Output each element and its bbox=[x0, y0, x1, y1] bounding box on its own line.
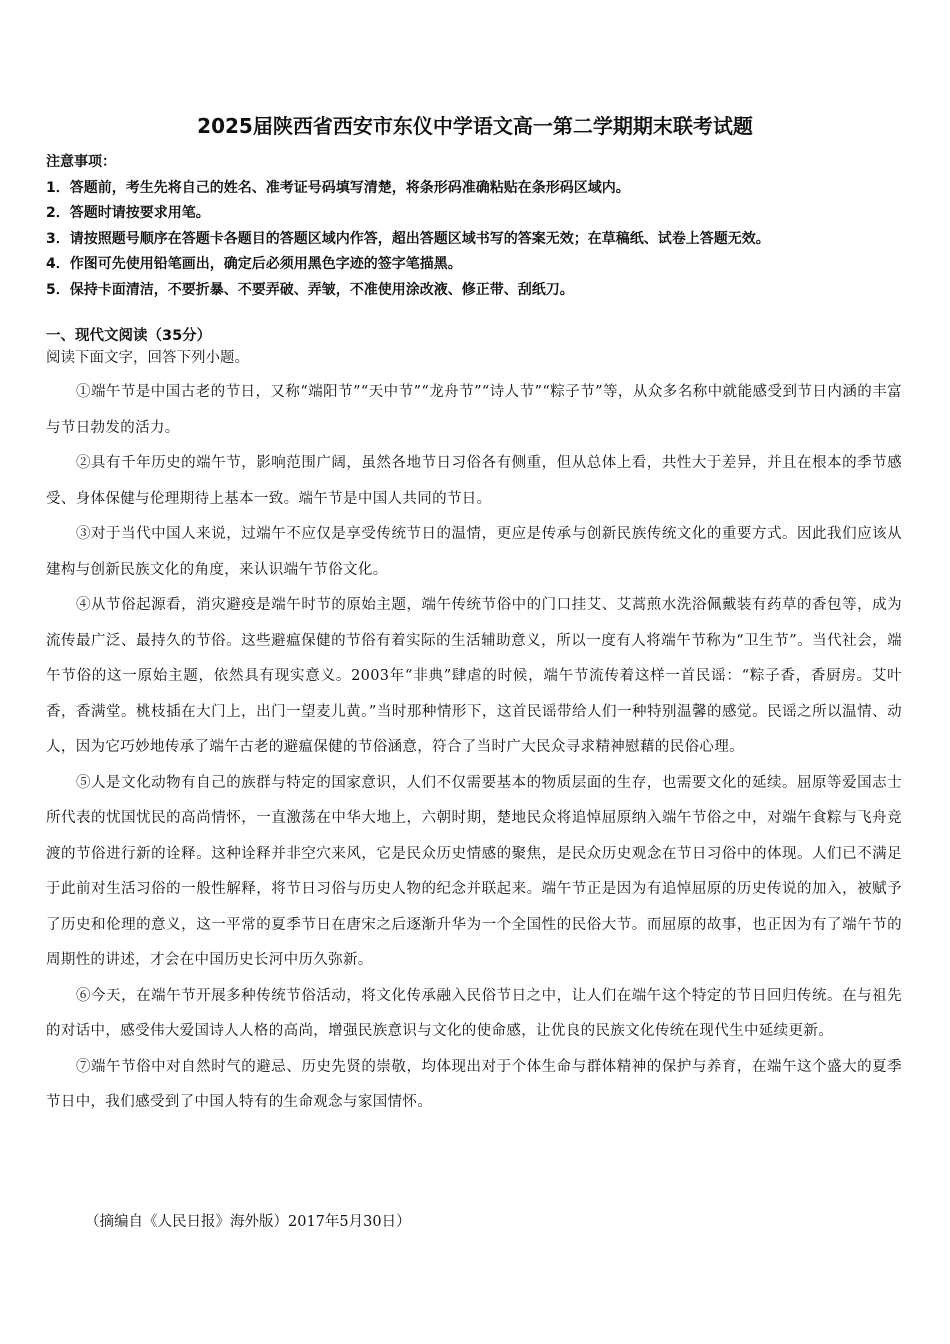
section-heading: 一、现代文阅读（35分） bbox=[46, 328, 212, 344]
passage-paragraph: ②具有千年历史的端午节，影响范围广阔，虽然各地节日习俗各有侧重，但从总体上看，共性大于差异，并且在根本的季节感受、身体保健与伦理期待上基本一致。端午节是中国人共同的节日。 bbox=[46, 455, 902, 507]
passage-paragraph: ④从节俗起源看，消灾避疫是端午时节的原始主题，端午传统节俗中的门口挂艾、艾蒿煎水洗浴佩戴装有药草的香包等，成为流传最广泛、最持久的节俗。这些避瘟保健的节俗有着实际的生活辅助意义，所以一度有人将端午节称为“卫生节”。当代社会，端午节俗的这一原始主题，依然具有现实意义。2003年“非典”肆虐的时候，端午节流传着这样一首民谣：“粽子香，香厨房。艾叶香，香满堂。桃枝插在大门上，出门一望麦儿黄。”当时那种情形下，这首民谣带给人们一种特别温馨的感觉。民谣之所以温情、动人，因为它巧妙地传承了端午古老的避瘟保健的节俗涵意，符合了当时广大民众寻求精神慰藉的民俗心理。 bbox=[46, 597, 902, 755]
notice-item: 5．保持卡面清洁，不要折暴、不要弄破、弄皱，不准使用涂改液、修正带、刮纸刀。 bbox=[46, 281, 574, 298]
passage-source: （摘编自《人民日报》海外版）2017年5月30日） bbox=[85, 1214, 411, 1230]
notice-item: 1．答题前，考生先将自己的姓名、准考证号码填写清楚，将条形码准确粘贴在条形码区域内。 bbox=[46, 179, 630, 196]
passage-paragraph: ⑦端午节俗中对自然时气的避忌、历史先贤的崇敬，均体现出对于个体生命与群体精神的保护与养育，在端午这个盛大的夏季节日中，我们感受到了中国人特有的生命观念与家国情怀。 bbox=[46, 1058, 902, 1110]
notice-item: 4．作图可先使用铅笔画出，确定后必须用黑色字迹的签字笔描黑。 bbox=[46, 256, 462, 272]
notice-item: 2．答题时请按要求用笔。 bbox=[46, 205, 210, 221]
exam-title: 2025届陕西省西安市东仪中学语文高一第二学期期末联考试题 bbox=[197, 114, 753, 138]
passage-paragraph: ①端午节是中国古老的节日，又称“端阳节”“天中节”“龙舟节”“诗人节”“粽子节”等，从众多名称中就能感受到节日内涵的丰富与节日勃发的活力。 bbox=[46, 384, 902, 436]
section-instruction: 阅读下面文字，回答下列小题。 bbox=[46, 350, 249, 366]
reading-section bbox=[46, 325, 916, 1121]
passage-paragraph: ⑤人是文化动物有自己的族群与特定的国家意识，人们不仅需要基本的物质层面的生存，也需要文化的延续。屈原等爱国志士所代表的忧国忧民的高尚情怀，一直激荡在中华大地上，六朝时期，楚地民众将追悼屈原纳入端午节俗之中，对端午食粽与飞舟竞渡的节俗进行新的诠释。这种诠释并非空穴来风，它是民众历史情感的聚焦，是民众历史观念在节日习俗中的体现。人们已不满足于此前对生活习俗的一般性解释，将节日习俗与历史人物的纪念并联起来。端午节正是因为有追悼屈原的历史传说的加入，被赋予了历史和伦理的意义，这一平常的夏季节日在唐宋之后逐渐升华为一个全国性的民俗大节。而屈原的故事，也正因为有了端午节的周期性的讲述，才会在中国历史长河中历久弥新。 bbox=[46, 774, 902, 968]
notice-heading: 注意事项： bbox=[46, 154, 116, 170]
passage-paragraph: ③对于当代中国人来说，过端午不应仅是享受传统节日的温情，更应是传承与创新民族传统文化的重要方式。因此我们应该从建构与创新民族文化的角度，来认识端午节俗文化。 bbox=[46, 526, 902, 578]
notice-block bbox=[46, 150, 916, 303]
passage-paragraph: ⑥今天，在端午节开展多种传统节俗活动，将文化传承融入民俗节日之中，让人们在端午这个特定的节日回归传统。在与祖先的对话中，感受伟大爱国诗人人格的高尚，增强民族意识与文化的使命感，让优良的民族文化传统在现代生中延续更新。 bbox=[46, 987, 902, 1039]
reading-passage bbox=[46, 375, 902, 1121]
notice-item: 3．请按照题号顺序在答题卡各题目的答题区域内作答，超出答题区域书写的答案无效；在草稿纸、试卷上答题无效。 bbox=[46, 230, 770, 247]
